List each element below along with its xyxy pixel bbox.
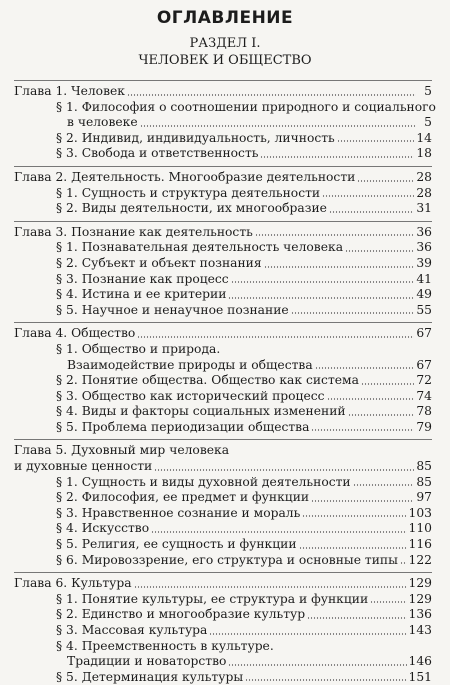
toc-entry[interactable]: [14, 521, 432, 537]
page-number: 55: [416, 302, 432, 317]
toc-entry[interactable]: [14, 654, 432, 670]
entry-text: и духовные ценности: [14, 459, 153, 474]
page-number: 28: [416, 185, 432, 200]
dot-leader: [311, 429, 414, 431]
chapter-divider: [14, 572, 432, 573]
toc-entry[interactable]: [14, 475, 432, 491]
toc-entry[interactable]: [14, 342, 432, 358]
page-number: 5: [424, 84, 432, 98]
toc-entry[interactable]: [14, 607, 432, 623]
entry-text: § 3. Общество как исторический процесс: [56, 388, 325, 403]
chapter-heading[interactable]: [14, 459, 432, 475]
dot-leader: [137, 336, 414, 338]
chapter-divider: [14, 166, 432, 167]
toc-entry[interactable]: [14, 186, 432, 202]
dot-leader: [151, 531, 406, 533]
toc-entry[interactable]: [14, 639, 432, 655]
entry-text: § 3. Свобода и ответственность: [56, 146, 259, 161]
entry-text: § 2. Понятие общества. Общество как система: [56, 373, 359, 388]
dot-leader: [329, 211, 414, 213]
table-of-contents: [14, 76, 436, 685]
toc-entry[interactable]: [14, 389, 432, 405]
toc-entry[interactable]: [14, 506, 432, 522]
entry-text: § 4. Искусство: [56, 521, 150, 536]
page-number: 129: [408, 576, 432, 591]
toc-entry[interactable]: [14, 537, 432, 553]
dot-leader: [337, 140, 415, 142]
entry-text: § 1. Сущность и структура деятельности: [56, 185, 321, 200]
chapter-heading[interactable]: [14, 326, 432, 342]
page-number: 78: [416, 404, 432, 419]
entry-text: Глава 5. Духовный мир человека: [14, 443, 230, 458]
entry-text: § 5. Проблема периодизации общества: [56, 419, 310, 434]
entry-text: § 2. Единство и многообразие культур: [56, 607, 306, 622]
chapter-heading[interactable]: [14, 225, 432, 241]
dot-leader: [348, 414, 415, 416]
entry-text: § 1. Понятие культуры, ее структура и функции: [56, 591, 369, 606]
page-number: 41: [416, 271, 432, 286]
dot-leader: [134, 586, 407, 588]
page-number: 116: [408, 537, 432, 552]
page-number: 97: [416, 490, 432, 505]
entry-text: Глава 2. Деятельность. Многообразие деятельности: [14, 169, 356, 184]
page-number: 31: [416, 201, 432, 216]
dot-leader: [311, 500, 414, 502]
page-number: 85: [416, 459, 432, 474]
entry-text: Глава 4. Общество: [14, 326, 136, 341]
dot-leader: [400, 562, 407, 564]
page-number: 143: [408, 623, 432, 637]
entry-text: в человеке: [67, 115, 138, 130]
dot-leader: [255, 234, 415, 236]
chapter-heading[interactable]: [14, 170, 432, 186]
page-number: 67: [416, 357, 432, 372]
toc-entry[interactable]: [14, 490, 432, 506]
entry-text: § 5. Детерминация культуры: [56, 669, 244, 684]
dot-leader: [322, 195, 414, 197]
page-number: 36: [416, 240, 432, 255]
toc-entry[interactable]: [14, 115, 432, 131]
page-number: 151: [408, 669, 432, 684]
dot-leader: [345, 250, 414, 252]
page-number: 14: [416, 130, 432, 145]
page-number: 129: [408, 591, 432, 606]
toc-entry[interactable]: [14, 131, 432, 147]
chapter-divider: [14, 322, 432, 323]
toc-entry[interactable]: [14, 201, 432, 217]
toc-entry[interactable]: [14, 623, 432, 639]
entry-text: § 1. Сущность и виды духовной деятельности: [56, 474, 351, 489]
chapter-divider: [14, 221, 432, 222]
dot-leader: [353, 484, 415, 486]
entry-text: § 5. Религия, ее сущность и функции: [56, 537, 297, 552]
dot-leader: [291, 312, 415, 314]
dot-leader: [307, 617, 406, 619]
entry-text: § 2. Индивид, индивидуальность, личность: [56, 130, 335, 145]
entry-text: § 3. Массовая культура: [56, 623, 208, 637]
page-number: 28: [416, 169, 432, 184]
entry-text: § 4. Истина и ее критерии: [56, 287, 227, 302]
toc-entry[interactable]: [14, 272, 432, 288]
entry-text: Взаимодействие природы и общества: [67, 357, 313, 372]
page-number: 122: [408, 552, 432, 567]
chapter-divider: [14, 80, 432, 81]
entry-text: Глава 3. Познание как деятельность: [14, 224, 253, 239]
dot-leader: [260, 156, 414, 158]
entry-text: § 1. Общество и природа.: [56, 341, 221, 356]
entry-text: Глава 6. Культура: [14, 576, 132, 591]
toc-entry[interactable]: [14, 592, 432, 608]
dot-leader: [127, 94, 416, 96]
dot-leader: [327, 398, 415, 400]
toc-entry[interactable]: [14, 404, 432, 420]
dot-leader: [209, 633, 406, 635]
dot-leader: [231, 281, 415, 283]
chapter-heading[interactable]: [14, 84, 432, 100]
toc-entry[interactable]: [14, 146, 432, 162]
dot-leader: [315, 367, 415, 369]
entry-text: § 2. Субъект и объект познания: [56, 255, 262, 270]
page-number: 110: [408, 521, 432, 536]
page-number: 85: [416, 474, 432, 489]
section-name: ЧЕЛОВЕК И ОБЩЕСТВО: [138, 53, 312, 68]
page-number: 39: [416, 255, 432, 270]
toc-entry[interactable]: [14, 420, 432, 436]
dot-leader: [154, 469, 414, 471]
chapter-divider: [14, 439, 432, 440]
toc-entry[interactable]: [14, 240, 432, 256]
page-number: 36: [416, 224, 432, 239]
dot-leader: [302, 515, 406, 517]
toc-entry[interactable]: [14, 358, 432, 374]
page-number: 18: [416, 146, 432, 161]
chapter-heading[interactable]: [14, 576, 432, 592]
dot-leader: [140, 125, 416, 127]
page-number: 72: [416, 373, 432, 388]
entry-text: Традиции и новаторство: [67, 654, 227, 669]
dot-leader: [361, 383, 414, 385]
chapter-heading[interactable]: [14, 443, 432, 459]
page-title: ОГЛАВЛЕНИЕ: [156, 8, 294, 28]
entry-text: § 4. Преемственность в культуре.: [56, 638, 274, 653]
dot-leader: [228, 664, 406, 666]
page-number: 136: [408, 607, 432, 622]
entry-text: § 1. Познавательная деятельность человека: [56, 240, 344, 255]
section-number: РАЗДЕЛ I.: [189, 36, 261, 51]
toc-entry[interactable]: [14, 553, 432, 569]
page-number: 49: [416, 287, 432, 302]
dot-leader: [228, 297, 414, 299]
entry-text: § 6. Мировоззрение, его структура и основные типы: [56, 552, 398, 567]
entry-text: § 4. Виды и факторы социальных изменений: [56, 404, 346, 419]
dot-leader: [370, 601, 406, 603]
entry-text: § 2. Философия, ее предмет и функции: [56, 490, 310, 505]
entry-text: § 3. Познание как процесс: [56, 271, 229, 286]
page-number: 79: [416, 419, 432, 434]
entry-text: § 3. Нравственное сознание и мораль: [56, 505, 301, 520]
toc-entry[interactable]: [14, 670, 432, 685]
toc-entry[interactable]: [14, 303, 432, 319]
dot-leader: [299, 547, 407, 549]
page-number: 146: [408, 654, 432, 669]
dot-leader: [357, 180, 414, 182]
dot-leader: [245, 679, 406, 681]
entry-text: § 1. Философия о соотношении природного и социального: [56, 99, 436, 114]
entry-text: Глава 1. Человек: [14, 84, 125, 98]
dot-leader: [264, 266, 415, 268]
toc-entry[interactable]: [14, 287, 432, 303]
page-number: 103: [408, 505, 432, 520]
toc-entry[interactable]: [14, 256, 432, 272]
page-number: 67: [416, 326, 432, 341]
page-number: 5: [424, 115, 432, 130]
toc-entry[interactable]: [14, 373, 432, 389]
entry-text: § 2. Виды деятельности, их многообразие: [56, 201, 327, 216]
toc-entry[interactable]: [14, 99, 436, 116]
entry-text: § 5. Научное и ненаучное познание: [56, 302, 289, 317]
page-number: 74: [416, 388, 432, 403]
